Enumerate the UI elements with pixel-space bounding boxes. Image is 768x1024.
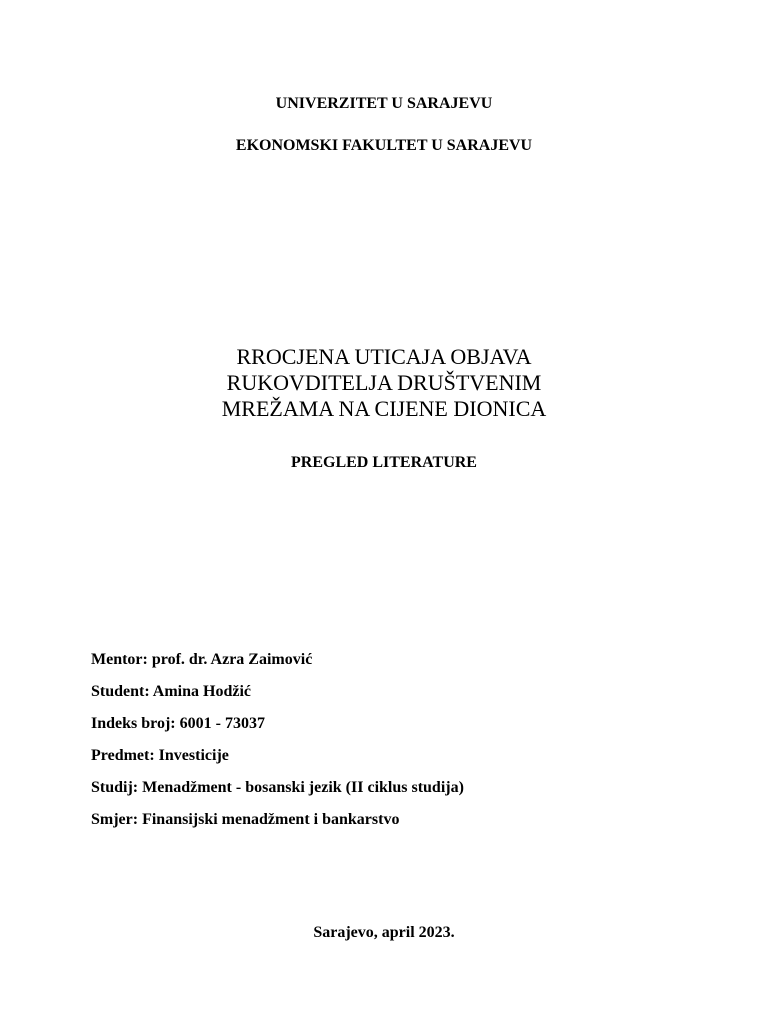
- place-and-date: Sarajevo, april 2023.: [313, 924, 455, 941]
- course-line: Predmet: Investicije: [91, 747, 229, 764]
- document-type: PREGLED LITERATURE: [291, 454, 477, 471]
- thesis-title-line: RROCJENA UTICAJA OBJAVA: [236, 344, 532, 369]
- index-number-line: Indeks broj: 6001 - 73037: [91, 715, 265, 732]
- student-line: Student: Amina Hodžić: [91, 683, 252, 700]
- thesis-title-line: RUKOVDITELJA DRUŠTVENIM: [226, 370, 542, 395]
- faculty-name: EKONOMSKI FAKULTET U SARAJEVU: [235, 137, 533, 154]
- thesis-title: [0, 344, 768, 422]
- mentor-line: Mentor: prof. dr. Azra Zaimović: [91, 651, 313, 668]
- author-info-list: [91, 650, 464, 842]
- thesis-title-line: MREŽAMA NA CIJENE DIONICA: [221, 396, 547, 421]
- study-program-line: Studij: Menadžment - bosanski jezik (II ciklus studija): [91, 779, 464, 796]
- major-line: Smjer: Finansijski menadžment i bankarstvo: [91, 811, 400, 828]
- university-name: UNIVERZITET U SARAJEVU: [275, 95, 493, 112]
